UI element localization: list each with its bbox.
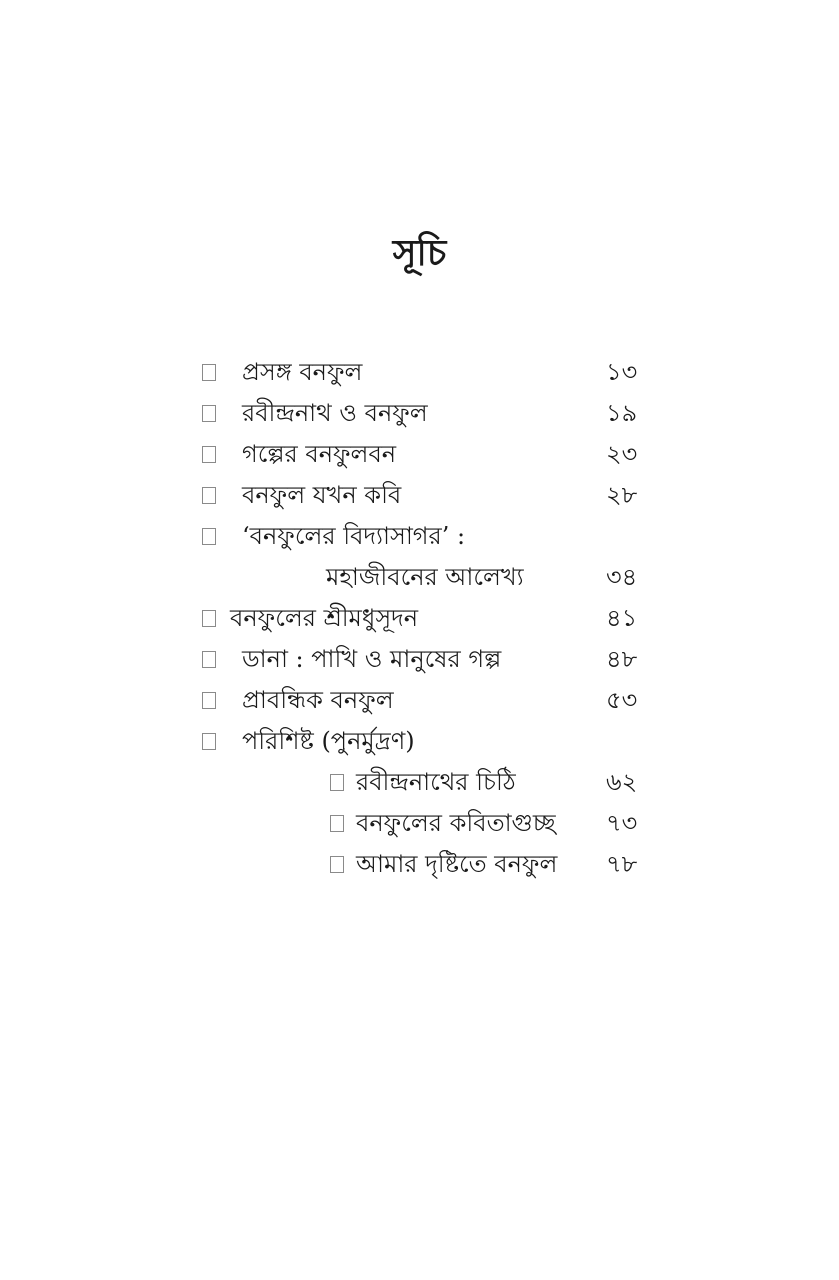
checkbox-bullet-icon	[202, 692, 216, 709]
toc-entry	[0, 518, 839, 554]
toc-entry-label: আমার দৃষ্টিতে বনফুল	[356, 850, 558, 878]
checkbox-bullet-icon	[330, 856, 344, 873]
checkbox-bullet-icon	[202, 487, 216, 504]
checkbox-bullet-icon	[202, 733, 216, 750]
toc-entry-page: ৫৩	[606, 686, 638, 714]
toc-entry-label: পরিশিষ্ট (পুনর্মুদ্রণ)	[242, 727, 415, 755]
toc-entry	[0, 682, 839, 718]
toc-entry-label: রবীন্দ্রনাথের চিঠি	[356, 768, 516, 796]
toc-entry	[0, 436, 839, 472]
checkbox-bullet-icon	[202, 405, 216, 422]
toc-entry	[0, 641, 839, 677]
toc-entry-label: মহাজীবনের আলেখ্য	[326, 563, 524, 591]
checkbox-bullet-icon	[330, 815, 344, 832]
toc-entry-label: গল্পের বনফুলবন	[242, 440, 397, 468]
toc-entry	[0, 846, 839, 882]
toc-entry-label: বনফুলের কবিতাগুচ্ছ	[356, 809, 556, 837]
toc-entry-label: প্রাবন্ধিক বনফুল	[242, 686, 394, 714]
toc-entry-page: ১৯	[606, 399, 638, 427]
checkbox-bullet-icon	[330, 774, 344, 791]
toc-entry	[0, 354, 839, 390]
toc-entry	[0, 723, 839, 759]
toc-entry-page: ৭৮	[606, 850, 638, 878]
toc-entry	[0, 764, 839, 800]
toc-entry-page: ১৩	[606, 358, 638, 386]
toc-entry-page: ২৩	[606, 440, 638, 468]
toc-entry-page: ৩৪	[606, 563, 638, 591]
page-title: সূচি	[392, 232, 447, 274]
checkbox-bullet-icon	[202, 528, 216, 545]
checkbox-bullet-icon	[202, 610, 216, 627]
toc-entry-label: ডানা : পাখি ও মানুষের গল্প	[242, 645, 502, 673]
checkbox-bullet-icon	[202, 651, 216, 668]
checkbox-bullet-icon	[202, 364, 216, 381]
toc-entry-label: বনফুল যখন কবি	[242, 481, 402, 509]
toc-entry-label: ‘বনফুলের বিদ্যাসাগর’ :	[242, 522, 466, 550]
toc-entry-label: প্রসঙ্গ বনফুল	[242, 358, 363, 386]
toc-entry-label: বনফুলের শ্রীমধুসূদন	[230, 604, 419, 632]
checkbox-bullet-icon	[202, 446, 216, 463]
toc-entry-label: রবীন্দ্রনাথ ও বনফুল	[242, 399, 428, 427]
toc-entry-page: ৪১	[606, 604, 638, 632]
toc-entry-page: ৪৮	[606, 645, 638, 673]
toc-entry-page: ২৮	[606, 481, 638, 509]
toc-entry	[0, 600, 839, 636]
toc-entry	[0, 559, 839, 595]
toc-entry	[0, 805, 839, 841]
toc-entry-page: ৬২	[606, 768, 638, 796]
toc-entry-page: ৭৩	[606, 809, 638, 837]
toc-entry	[0, 395, 839, 431]
toc-entry	[0, 477, 839, 513]
